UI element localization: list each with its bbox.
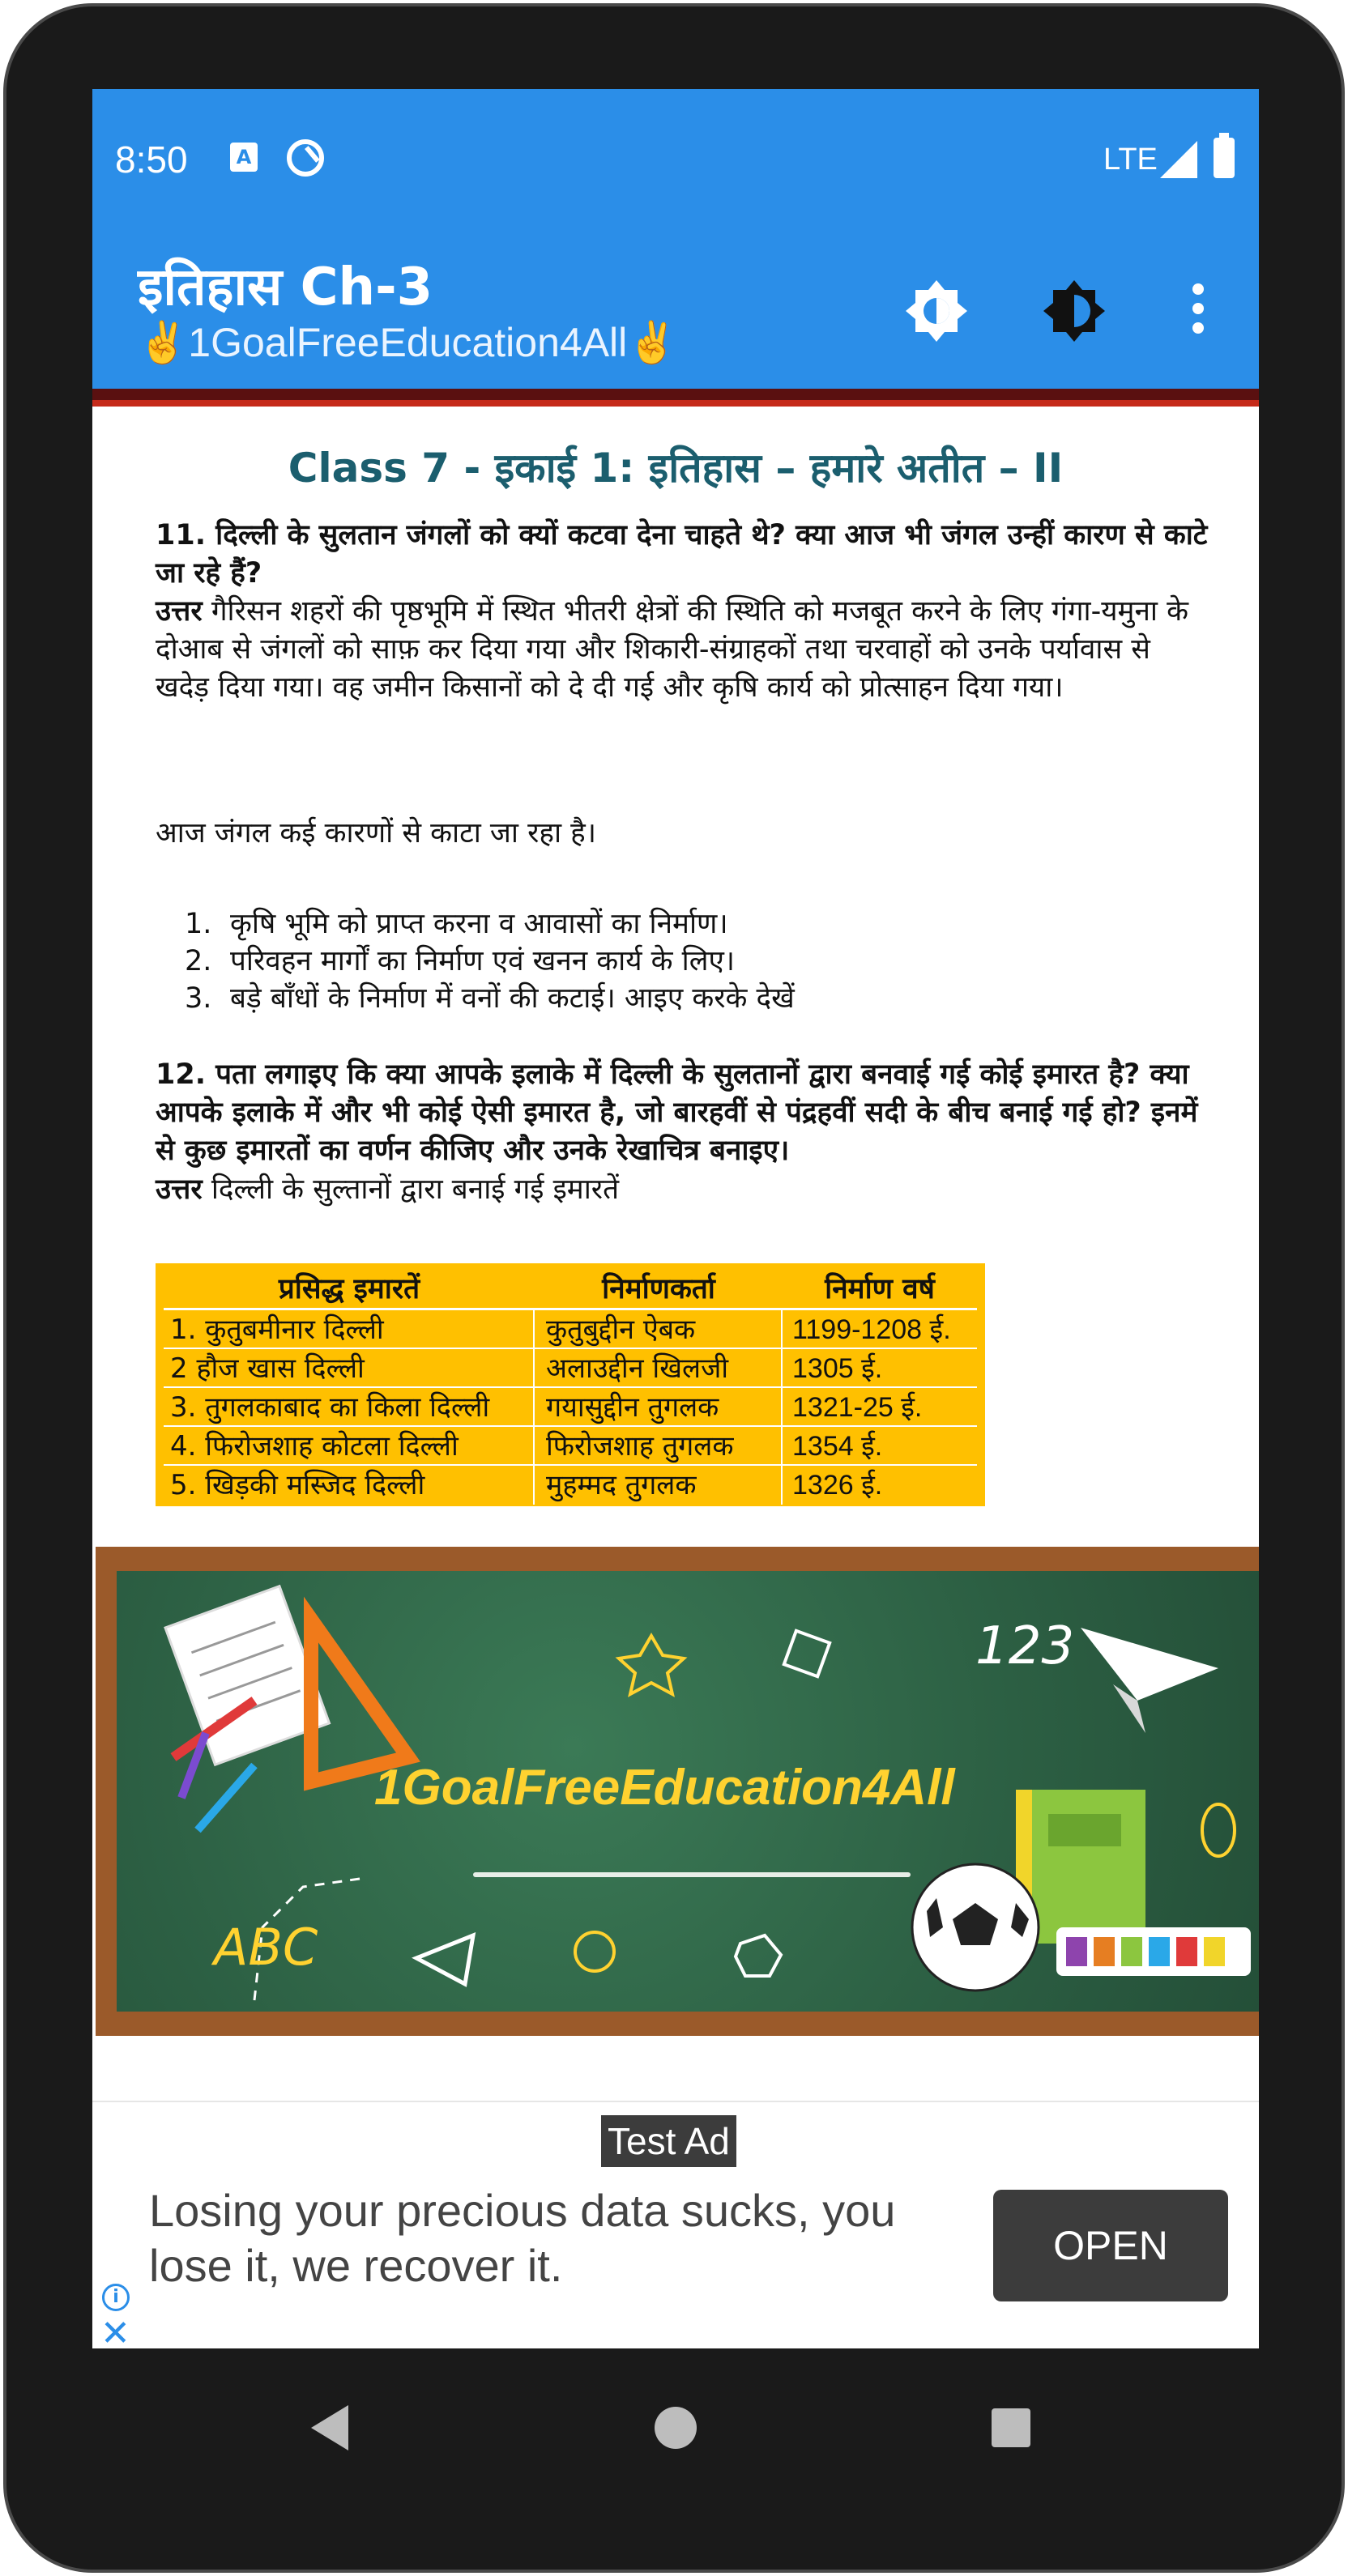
ad-label: Test Ad	[601, 2115, 736, 2167]
app-subtitle-text: 1GoalFreeEducation4All	[188, 320, 628, 365]
table-row	[164, 1466, 977, 1505]
table-cell: 3. तुगलकाबाद का किला दिल्ली	[164, 1388, 535, 1425]
battery-icon	[1214, 138, 1235, 178]
table-cell: 1354 ई.	[792, 1431, 883, 1462]
table-row	[164, 1310, 977, 1349]
table-cell: 5. खिड़की मस्जिद दिल्ली	[164, 1466, 535, 1505]
sync-disabled-icon	[287, 139, 324, 177]
table-cell: 1305 ई.	[792, 1353, 883, 1384]
banner-title: 1GoalFreeEducation4All	[374, 1760, 955, 1816]
numbers-doodle: 123	[975, 1616, 1075, 1676]
table-cell: फिरोजशाह तुगलक	[535, 1427, 783, 1464]
screen	[92, 89, 1259, 2348]
content-area[interactable]	[92, 407, 1259, 1629]
table-header-cell: निर्माणकर्ता	[602, 1273, 715, 1305]
list-item: 1. कृषि भूमि को प्राप्त करना व आवासों का निर्माण।	[185, 908, 728, 940]
answer-11-intro: आज जंगल कई कारणों से काटा जा रहा है।	[156, 817, 597, 849]
app-subtitle	[138, 319, 678, 367]
brightness-icon	[902, 277, 970, 345]
divider-stripe	[92, 389, 1259, 400]
chalkboard	[117, 1571, 1259, 2012]
answer-12-text: दिल्ली के सुल्तानों द्वारा बनाई गई इमारतें	[211, 1173, 620, 1206]
table-cell: 1199-1208 ई.	[792, 1314, 951, 1345]
contrast-button[interactable]	[1040, 277, 1108, 345]
table-cell: 1326 ई.	[792, 1470, 883, 1501]
table-cell: मुहम्मद तुगलक	[535, 1466, 783, 1505]
table-header-cell: प्रसिद्ध इमारतें	[278, 1273, 420, 1305]
contrast-icon	[1040, 277, 1108, 345]
table-cell: 2 हौज खास दिल्ली	[164, 1349, 535, 1386]
table-cell: अलाउद्दीन खिलजी	[535, 1349, 783, 1386]
answer-12	[156, 1171, 1209, 1209]
status-time: 8:50	[115, 138, 188, 181]
table-cell: 4. फिरोजशाह कोटला दिल्ली	[164, 1427, 535, 1464]
victory-hand-icon: ✌	[138, 320, 189, 365]
close-icon[interactable]: ✕	[100, 2313, 130, 2348]
back-icon[interactable]	[311, 2405, 348, 2450]
list-item: 2. परिवहन मार्गों का निर्माण एवं खनन कार्य के लिए।	[185, 945, 736, 977]
table-header	[164, 1268, 977, 1310]
signal-icon	[1160, 141, 1197, 178]
chalk-line	[473, 1872, 911, 1877]
answer-label: उत्तर	[156, 595, 203, 628]
ad-banner[interactable]	[92, 2101, 1259, 2348]
table-row	[164, 1388, 977, 1427]
answer-11-text: गैरिसन शहरों की पृष्ठभूमि में स्थित भीतरी क्षेत्रों की स्थिति को मजबूत करने के लिए गंगा-यमुना के दोआब से जंगलों को साफ़ कर दिया गया और शिकारी-संग्राहकों तथा चरवाहों को उनके पर्यावास से खदेड़ दिया गया। वह जमीन किसानों को दे दी गई और कृषि कार्य को प्रोत्साहन दिया गया।	[156, 595, 1188, 704]
ad-open-button[interactable]: OPEN	[993, 2190, 1228, 2301]
a-icon: A	[230, 143, 258, 172]
table-cell: 1321-25 ई.	[792, 1392, 923, 1423]
answer-label: उत्तर	[156, 1173, 203, 1206]
question-11: 11. दिल्ली के सुलतान जंगलों को क्यों कटवा देना चाहते थे? क्या आज भी जंगल उन्हीं कारण से काटे जा रहे हैं?	[156, 519, 1208, 590]
recents-icon[interactable]	[992, 2408, 1030, 2447]
chalkboard-banner	[96, 1547, 1259, 2036]
navigation-bar	[92, 2348, 1259, 2502]
answer-11	[156, 593, 1209, 707]
table-cell: कुतुबुद्दीन ऐबक	[535, 1310, 783, 1348]
table-row	[164, 1427, 977, 1466]
table-cell: 1. कुतुबमीनार दिल्ली	[164, 1310, 535, 1348]
table-row	[164, 1349, 977, 1388]
app-bar	[92, 227, 1259, 389]
home-icon[interactable]	[655, 2407, 697, 2449]
network-label: LTE	[1103, 143, 1158, 177]
brightness-button[interactable]	[902, 277, 970, 345]
divider-stripe-red	[92, 400, 1259, 407]
table-cell: गयासुद्दीन तुगलक	[535, 1388, 783, 1425]
reasons-list	[185, 905, 1157, 1017]
list-item: 3. बड़े बाँधों के निर्माण में वनों की कटाई। आइए करके देखें	[185, 982, 795, 1015]
buildings-table	[156, 1263, 985, 1506]
more-vert-icon[interactable]	[1186, 283, 1210, 340]
info-icon[interactable]: i	[102, 2284, 130, 2311]
table-header-cell: निर्माण वर्ष	[825, 1273, 935, 1305]
letters-doodle: ABC	[214, 1918, 318, 1977]
ad-text[interactable]: Losing your precious data sucks, you lose it, we recover it.	[149, 2185, 896, 2291]
app-title: इतिहास Ch-3	[138, 258, 433, 317]
victory-hand-icon: ✌	[627, 320, 678, 365]
question-12: 12. पता लगाइए कि क्या आपके इलाके में दिल्ली के सुलतानों द्वारा बनवाई गई कोई इमारत है? क्या आपके इलाके में और भी कोई ऐसी इमारत है, जो बारहवीं से पंद्रहवीं सदी के बीच बनाई गई हो? इनमें से कुछ इमारतों का वर्णन कीजिए और उनके रेखाचित्र बनाइए।	[156, 1058, 1198, 1167]
page-heading: Class 7 - इकाई 1: इतिहास – हमारे अतीत – II	[288, 445, 1064, 492]
status-bar	[92, 89, 1259, 227]
